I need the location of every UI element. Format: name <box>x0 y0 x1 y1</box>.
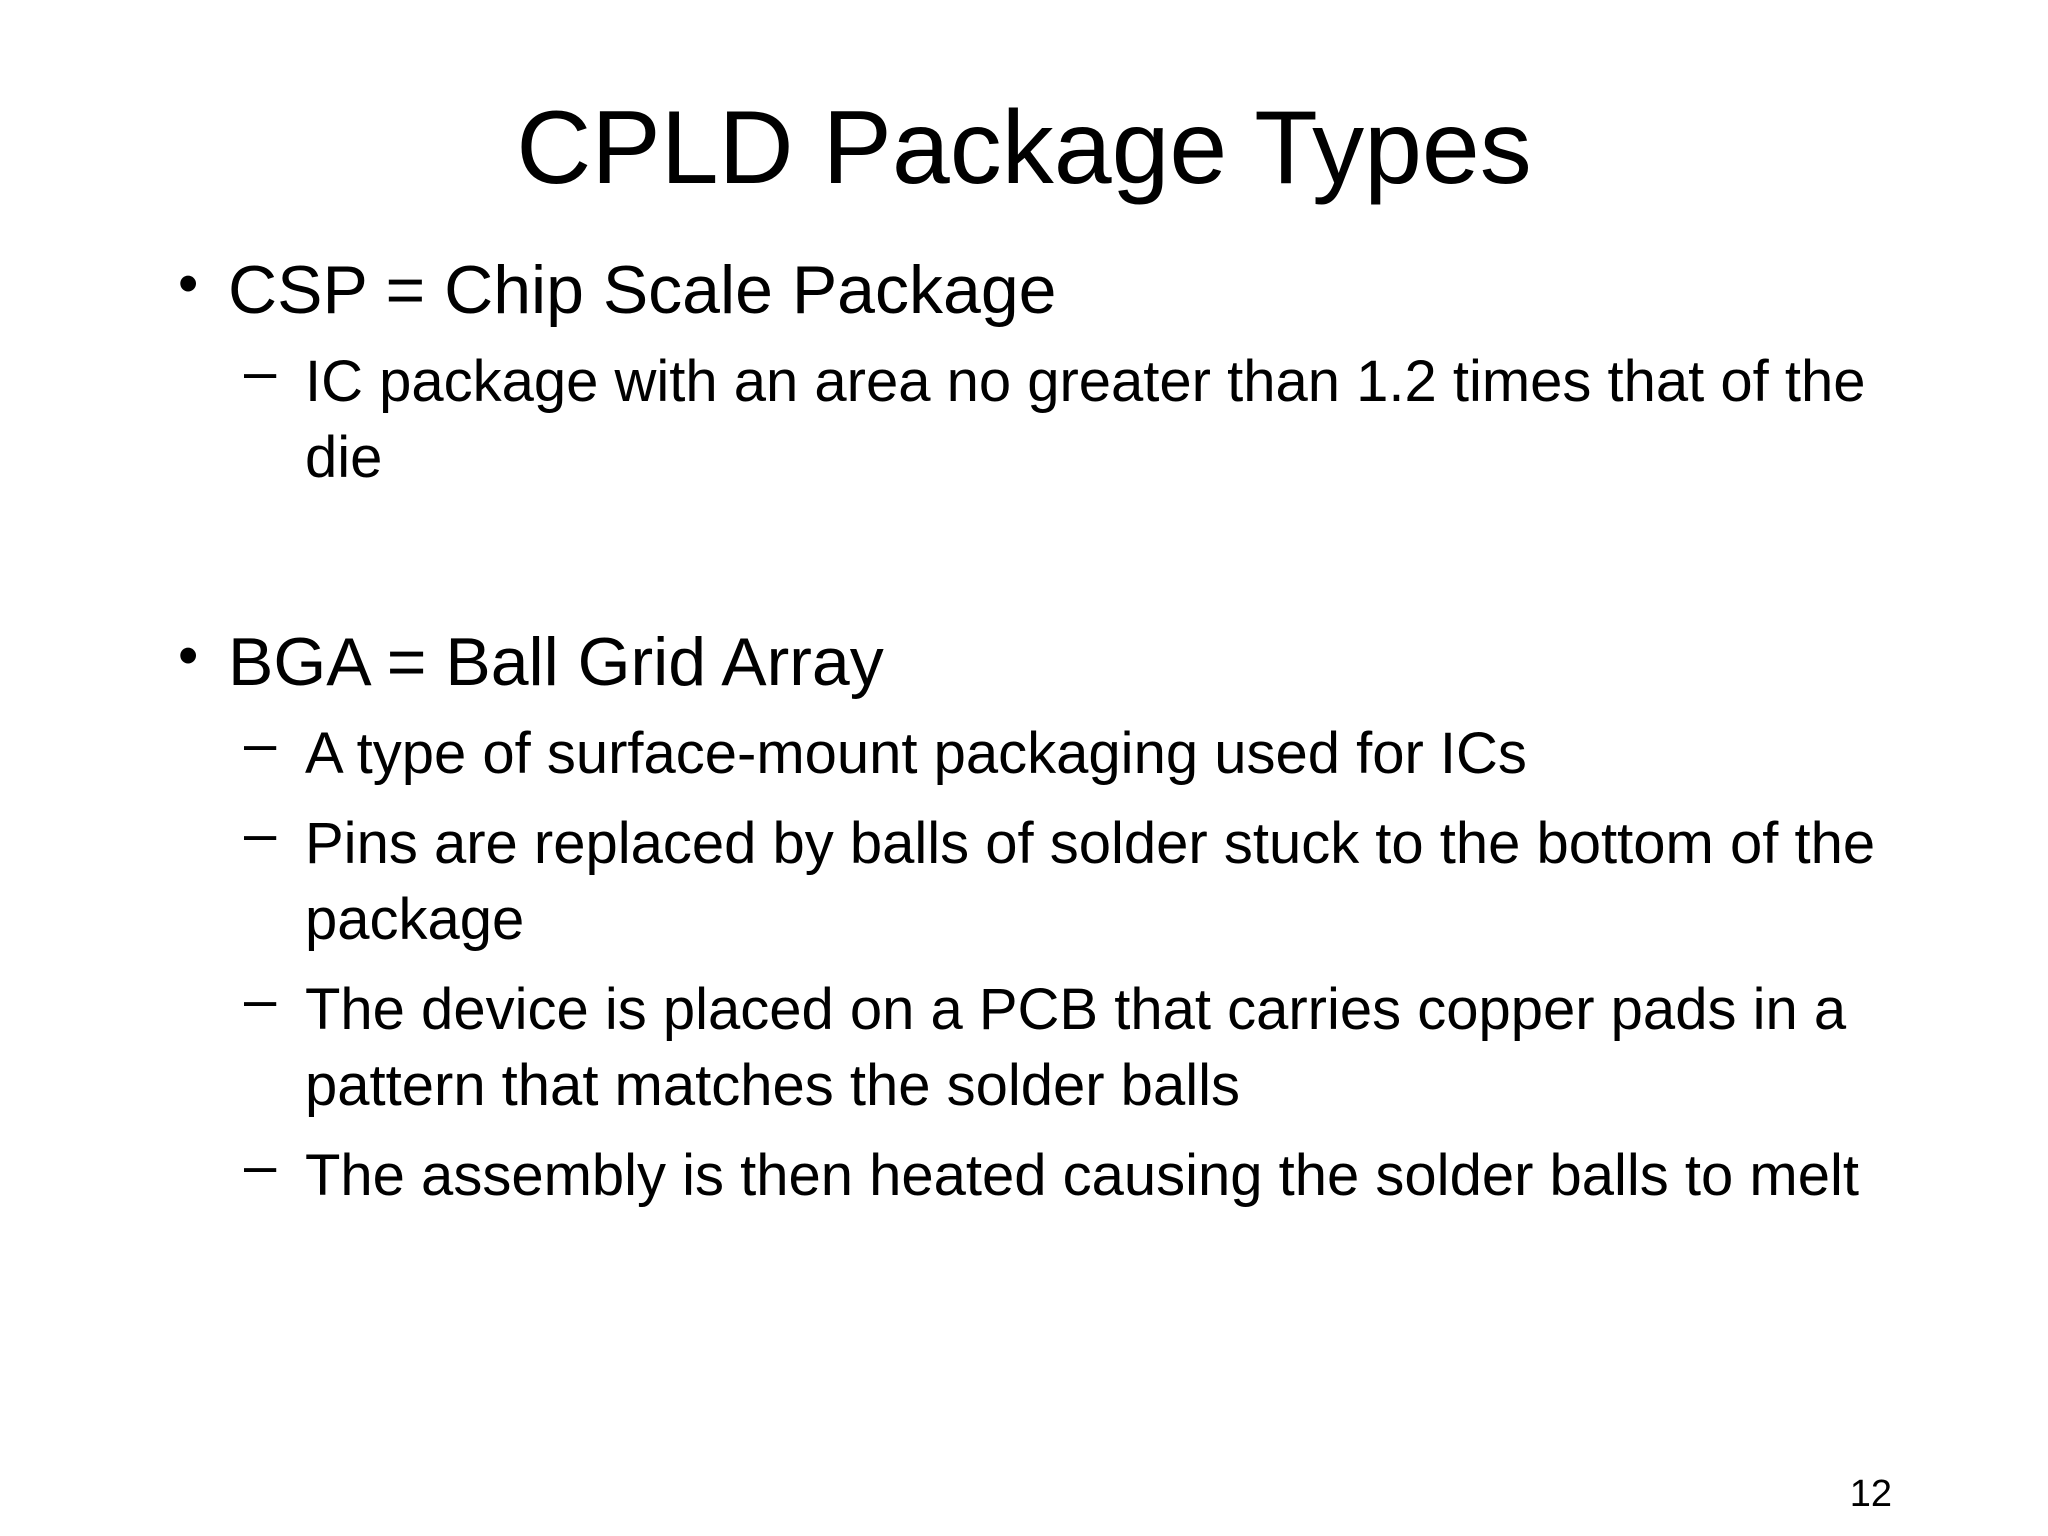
sub-bullet <box>178 339 1895 496</box>
sub-bullet <box>178 1133 1895 1214</box>
page-number: 12 <box>1849 1473 1892 1515</box>
bullet-text: CSP = Chip Scale Package <box>228 252 1057 328</box>
slide-title: CPLD Package Types <box>516 90 1532 206</box>
bullet-row <box>178 622 1878 702</box>
sub-bullet <box>178 711 1895 792</box>
sub-bullet-text: A type of surface-mount packaging used for ICs <box>305 721 1527 786</box>
sub-bullet-text: The assembly is then heated causing the solder balls to melt <box>305 1143 1859 1208</box>
sub-bullet <box>178 801 1895 958</box>
bullet-row <box>178 250 1878 330</box>
sub-bullet-text: Pins are replaced by balls of solder stuck to the bottom of the package <box>305 811 1876 952</box>
sub-bullet-marker: – <box>244 801 277 866</box>
bullet-bga <box>178 622 1878 1228</box>
sub-bullet <box>178 967 1895 1124</box>
bullet-csp <box>178 250 1878 510</box>
sub-bullet-text: IC package with an area no greater than 1.2 times that of the die <box>305 349 1866 490</box>
sub-bullet-marker: – <box>244 711 277 776</box>
sub-bullet-marker: – <box>244 967 277 1032</box>
sub-bullet-marker: – <box>244 1133 277 1198</box>
sub-bullet-marker: – <box>244 339 277 404</box>
bullet-marker: • <box>178 251 199 316</box>
bullet-text: BGA = Ball Grid Array <box>228 624 884 700</box>
bullet-marker: • <box>178 623 199 688</box>
sub-bullet-list <box>178 711 1878 1214</box>
sub-bullet-list <box>178 339 1878 496</box>
sub-bullet-text: The device is placed on a PCB that carries copper pads in a pattern that matches the solder balls <box>305 977 1847 1118</box>
